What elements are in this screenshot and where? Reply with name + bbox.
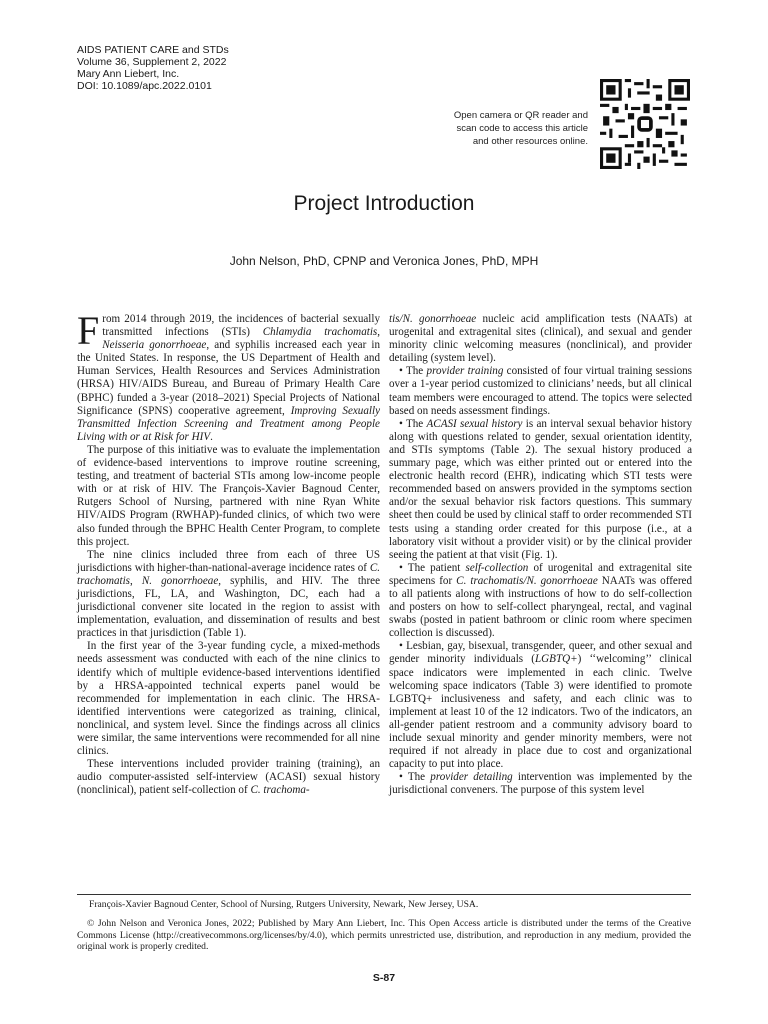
- italic-text: Neisseria gonorrhoeae: [102, 339, 207, 352]
- paragraph: [77, 308, 381, 444]
- qr-note-line: Open camera or QR reader and: [453, 110, 588, 121]
- text-run: • The: [399, 417, 427, 430]
- italic-text: LGBTQ+: [535, 653, 578, 666]
- affiliation-note: François-Xavier Bagnoud Center, School of Nursing, Rutgers University, Newark, New Jersey, USA.: [89, 899, 479, 910]
- italic-text: ACASI sexual history: [426, 417, 523, 430]
- text-run: consisted of four virtual training sessions over a 1-year period customized to clinicians’ needs, but all clinical team members were encouraged to attend. The topics were selected based on needs assessment findings.: [389, 365, 692, 417]
- footnote-divider: [77, 894, 691, 895]
- italic-text: provider training: [426, 365, 504, 378]
- paragraph: [77, 758, 380, 797]
- bullet-paragraph: [389, 771, 692, 797]
- text-run: NAATs was offered to all patients along with instructions of how to do self-collection and posters on how to self-collect pharyngeal, rectal, and vaginal swabs (posted in patient bathroom or clinic room where specimen collection is discussed).: [389, 574, 692, 640]
- text-run: ) ‘‘welcoming’’ clinical space indicators were implemented in each clinic. Twelve welcoming space indicators (Table 3) were identified to promote LGBTQ+ inclusiveness and safety, and each clinic was to implement at least 10 of the 12 indicators. Two of the indicators, an all-gender patient restroom and a community advisory board to include sexual minority and gender minority members, were not required if not already in place due to cost and organizational capacity to put into place.: [389, 653, 692, 771]
- italic-text: C. trachomatis: [77, 561, 380, 587]
- license-note: © John Nelson and Veronica Jones, 2022; Published by Mary Ann Liebert, Inc. This Open Access article is distributed under the terms of the Creative Commons License (http://creativecommons.org/licenses/by/4.0), which permits unrestricted use, distribution, and reproduction in any medium, provided the original work is properly credited.: [77, 918, 691, 952]
- paragraph: The purpose of this initiative was to evaluate the implementation of evidence-based interventions to improve routine screening, testing, and treatment of bacterial STIs among low-income people with or at risk of HIV. The François-Xavier Bagnoud Center, Rutgers School of Nursing, partnered with nine Ryan White HIV/AIDS Program (RWHAP)-funded clinics, of which two were also funded through the BPHC Health Center Program, to complete this project.: [77, 443, 380, 548]
- journal-volume: Volume 36, Supplement 2, 2022: [77, 56, 227, 68]
- author-list: John Nelson, PhD, CPNP and Veronica Jones, PhD, MPH: [229, 254, 539, 268]
- text-run: ,: [377, 326, 381, 339]
- text-run: is an interval sexual behavior history along with questions related to gender, sexual orientation identity, and STIs symptoms (Table 2). The sexual history produced a summary page, which was either printed out or entered into the electronic health record (EHR), indicating which STI tests were recommended based on answers provided in the symptoms section and/or the sexual behavior risk factors questions. This summary sheet then could be used by clinical staff to order recommended STI tests using a standing order created for this purpose (i.e., at a laboratory visit without a provider visit) or by the clinical provider seeing the patient at that visit (Fig. 1).: [389, 417, 692, 561]
- text-run: • Lesbian, gay, bisexual, transgender, queer, and other sexual and gender minority individuals (: [389, 640, 692, 666]
- italic-text: self-collection: [465, 561, 529, 574]
- article-title: Project Introduction: [293, 192, 475, 215]
- bullet-paragraph: [389, 418, 692, 562]
- paragraph: In the first year of the 3-year funding cycle, a mixed-methods needs assessment was conducted with each of the nine clinics to identify which of multiple evidence-based interventions identified by a HRSA-appointed technical experts panel would be recommended for implementation in each clinic. The HRSA-identified interventions were categorized as training, clinical, nonclinical, and system level. Since the findings across all clinics were similar, the same interventions were recommended for all nine clinics.: [77, 640, 380, 758]
- text-run: ,: [130, 574, 142, 587]
- bullet-paragraph: [389, 562, 692, 641]
- text-run: rom 2014 through 2019, the incidences of bacterial sexually transmitted infections (STIs): [102, 313, 380, 339]
- qr-code-icon[interactable]: [600, 79, 690, 169]
- qr-note: [454, 109, 588, 148]
- text-run: • The patient: [399, 561, 466, 574]
- text-run: nucleic acid amplification tests (NAATs) at urogenital and extragenital sites (clinical), and sexual and gender minority clinic welcoming measures (nonclinical), and provider detailing (system level).: [389, 313, 692, 365]
- journal-header: [77, 44, 229, 92]
- italic-text: provider detailing: [430, 771, 513, 784]
- paragraph: [77, 549, 380, 641]
- text-run: , and syphilis increased each year in the United States. In response, the US Department of Health and Human Services, Health Resources and Services Administration (HRSA) HIV/AIDS Bureau, and Bureau of Primary Health Care (BPHC) funded a 3-year (2018–2021) Special Projects of National Significance (SPNS) cooperative agreement,: [77, 339, 380, 417]
- page-number: S-87: [372, 972, 396, 984]
- italic-text: C. trachoma-: [250, 784, 310, 797]
- journal-name: AIDS PATIENT CARE and STDs: [77, 44, 229, 56]
- text-run: • The: [399, 365, 427, 378]
- text-run: These interventions included provider training (training), an audio computer-assisted self-interview (ACASI) sexual history (nonclinical), patient self-collection of: [77, 758, 380, 797]
- italic-text: tis/N. gonorrhoeae: [389, 313, 477, 325]
- text-run: of urogenital and extragenital site specimens for: [389, 561, 692, 587]
- qr-note-line: scan code to access this article: [456, 123, 588, 134]
- text-run: • The: [399, 771, 431, 784]
- qr-note-line: and other resources online.: [472, 136, 588, 147]
- text-run: .: [210, 430, 213, 443]
- italic-text: C. trachomatis/N. gonorrhoeae: [456, 574, 598, 587]
- body-column-left: [77, 308, 381, 797]
- publisher: Mary Ann Liebert, Inc.: [77, 68, 180, 80]
- bullet-paragraph: [389, 640, 692, 771]
- text-run: intervention was implemented by the jurisdictional conveners. The purpose of this system level: [389, 771, 692, 797]
- bullet-paragraph: [389, 365, 692, 417]
- doi: DOI: 10.1089/apc.2022.0101: [77, 80, 212, 92]
- text-run: The nine clinics included three from each of three US jurisdictions with higher-than-national-average incidence rates of: [77, 548, 380, 574]
- text-run: , syphilis, and HIV. The three jurisdictions, FL, LA, and Washington, DC, each had a jurisdictional convener site located in the region to assist with implementation, evaluation, and dissemination of results and best practices in that jurisdiction (Table 1).: [77, 574, 381, 640]
- body-column-right: [389, 313, 692, 797]
- paragraph: [389, 313, 692, 365]
- italic-text: Improving Sexually Transmitted Infection Screening and Treatment among People Living with or at Risk for HIV: [77, 404, 380, 443]
- italic-text: N. gonorrhoeae: [141, 574, 219, 587]
- drop-cap: F: [77, 308, 100, 353]
- italic-text: Chlamydia trachomatis: [262, 326, 378, 339]
